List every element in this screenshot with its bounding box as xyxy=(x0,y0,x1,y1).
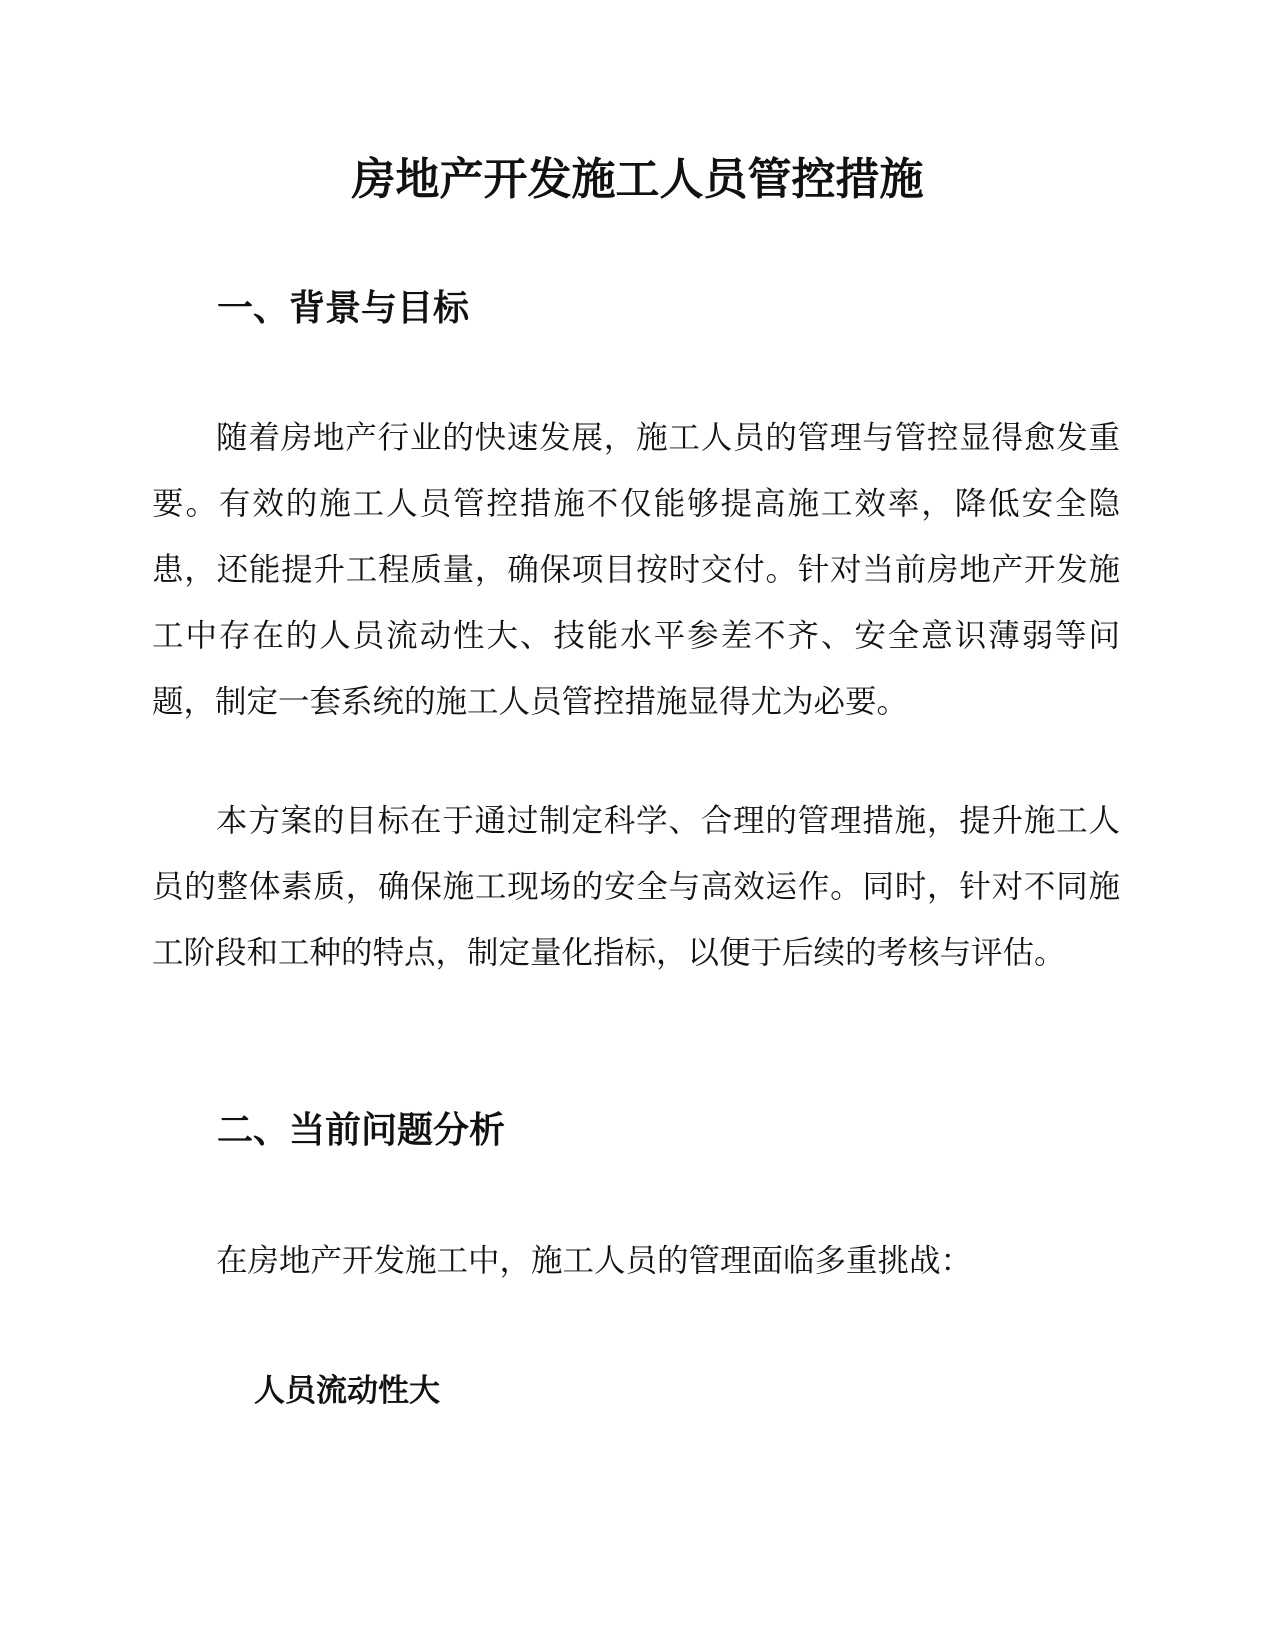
section-heading-problem-analysis: 二、当前问题分析 xyxy=(217,1110,506,1151)
subheading-staff-turnover: 人员流动性大 xyxy=(254,1373,440,1409)
section-heading-background-goals: 一、背景与目标 xyxy=(217,288,470,329)
paragraph-background: 随着房地产行业的快速发展，施工人员的管理与管控显得愈发重要。有效的施工人员管控措施不仅能够提高施工效率，降低安全隐患，还能提升工程质量，确保项目按时交付。针对当前房地产开发施工中存在的人员流动性大、技能水平参差不齐、安全意识薄弱等问题，制定一套系统的施工人员管控措施显得尤为必要。 xyxy=(152,420,1120,720)
paragraph-goals: 本方案的目标在于通过制定科学、合理的管理措施，提升施工人员的整体素质，确保施工现场的安全与高效运作。同时，针对不同施工阶段和工种的特点，制定量化指标，以便于后续的考核与评估。 xyxy=(152,803,1120,971)
paragraph-problem-intro: 在房地产开发施工中，施工人员的管理面临多重挑战： xyxy=(216,1243,973,1279)
document-title: 房地产开发施工人员管控措施 xyxy=(351,154,924,205)
